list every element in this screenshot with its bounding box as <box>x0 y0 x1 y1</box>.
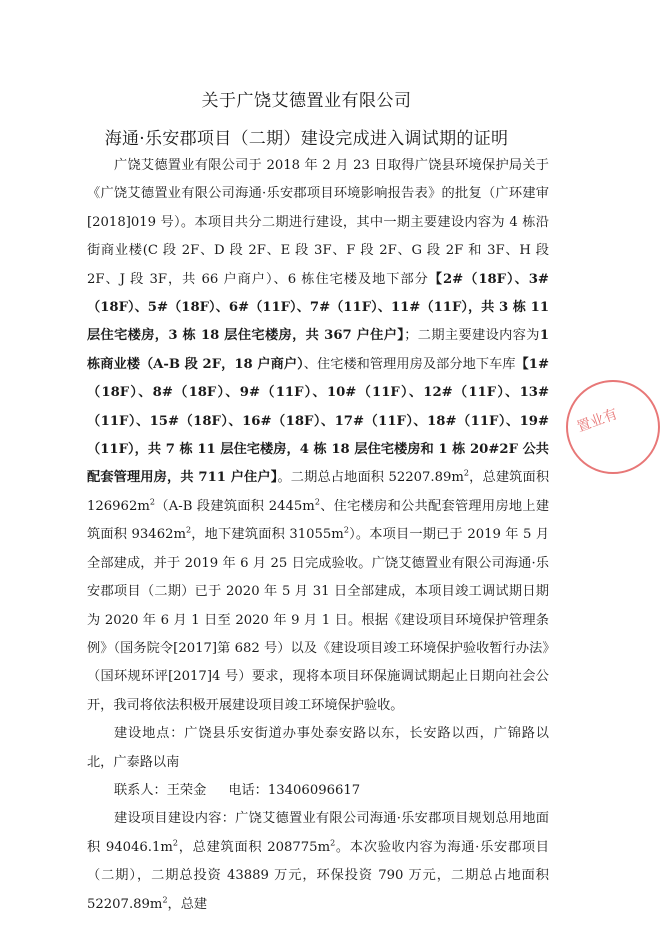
text-run: ，总建 <box>167 896 208 912</box>
text-run: 建设项目建设内容：广饶艾德置业有限公司海通·乐安郡项目规划总用地面积 94046.1m <box>87 811 549 855</box>
phase2-commercial-bold: 1 栋商业楼（A-B 段 2F，18 户商户） <box>87 328 549 372</box>
paragraph-contact <box>87 777 549 805</box>
text-run: ，地下建筑面积 31055m <box>191 527 344 543</box>
phase1-buildings-bold: 【2#（18F）、3#（18F）、5#（18F）、6#（11F）、7#（11F）、11#（11F），共 3 栋 11 层住宅楼房，3 栋 18 层住宅楼房，共 367 户住户】 <box>87 271 549 344</box>
document-title-line1: 关于广饶艾德置业有限公司 <box>201 91 412 111</box>
phase2-buildings-bold: 【1#（18F）、8#（18F）、9#（11F）、10#（11F）、12#（11F）、13#（11F）、15#（18F）、16#（18F）、17#（11F）、18#（11F）、19#（11F），共 7 栋 11 层住宅楼房，4 栋 18 层住宅楼房和 1 栋 20#2F 公共配套管理用房，共 711 户住户】 <box>87 356 549 486</box>
text-run: 广饶艾德置业有限公司于 2018 年 2 月 23 日取得广饶县环境保护局关于《广饶艾德置业有限公司海通·乐安郡项目环境影响报告表》的批复（广环建审[2018]019 号）。本项目共分二期进行建设，其中一期主要建设内容为 4 栋沿街商业楼(C 段 2F、D 段 2F、E 段 3F、F 段 2F、G 段 2F 和 3F、H 段 2F、J 段 3F，共 66 户商户）、6 栋住宅楼及地下部分 <box>87 158 549 287</box>
superscript: 2 <box>463 469 469 479</box>
superscript: 2 <box>172 838 178 848</box>
text-run: ，总建筑面积 126962m <box>87 470 550 514</box>
text-run: ；二期主要建设内容为 <box>404 328 540 344</box>
seal-text: 置业有 <box>574 406 620 436</box>
superscript: 2 <box>314 497 320 507</box>
paragraph-location: 建设地点：广饶县乐安街道办事处泰安路以东，长安路以西，广锦路以北，广泰路以南 <box>87 726 549 770</box>
text-run: 、住宅楼房和公共配套管理用房地上建筑面积 93462m <box>87 498 550 543</box>
text-run: ，总建筑面积 208775m <box>178 839 331 855</box>
text-run: ）。本项目一期已于 2019 年 5 月全部建成，并于 2019 年 6 月 25 日完成验收。广饶艾德置业有限公司海通·乐安郡项目（二期）已于 2020 年 5 月 31 日全部建成，本项目竣工调试期日期为 2020 年 6 月 1 日至 2020 年 9 月 1 日。根据《建设项目环境保护管理条例》（国务院令[2017]第 682 号）以及《建设项目竣工环境保护验收暂行办法》（国环规环评[2017]4 号）要求，现将本项目环保施调试期起止日期向社会公开，我司将依法积极开展建设项目竣工环境保护验收。 <box>87 527 549 713</box>
text-run: 。二期总占地面积 52207.89m <box>277 470 464 486</box>
text-run: （A-B 段建筑面积 2445m <box>154 498 315 514</box>
contact-person: 联系人：王荣金 <box>114 782 207 798</box>
superscript: 2 <box>186 525 192 535</box>
paragraph-project-background <box>87 152 549 720</box>
text-run: 、住宅楼和管理用房及部分地下车库 <box>303 356 516 372</box>
superscript: 2 <box>162 895 168 905</box>
company-seal-stamp <box>566 380 660 474</box>
superscript: 2 <box>149 497 155 507</box>
superscript: 2 <box>330 838 336 848</box>
superscript: 2 <box>343 525 349 535</box>
paragraph-construction-content <box>87 805 549 919</box>
document-body <box>87 152 549 919</box>
document-title-line2: 海通·乐安郡项目（二期）建设完成进入调试期的证明 <box>104 129 509 149</box>
text-run: 。本次验收内容为海通·乐安郡项目（二期），二期总投资 43889 万元，环保投资 790 万元，二期总占地面积 52207.89m <box>87 839 549 912</box>
contact-phone: 电话：13406096617 <box>228 782 361 798</box>
